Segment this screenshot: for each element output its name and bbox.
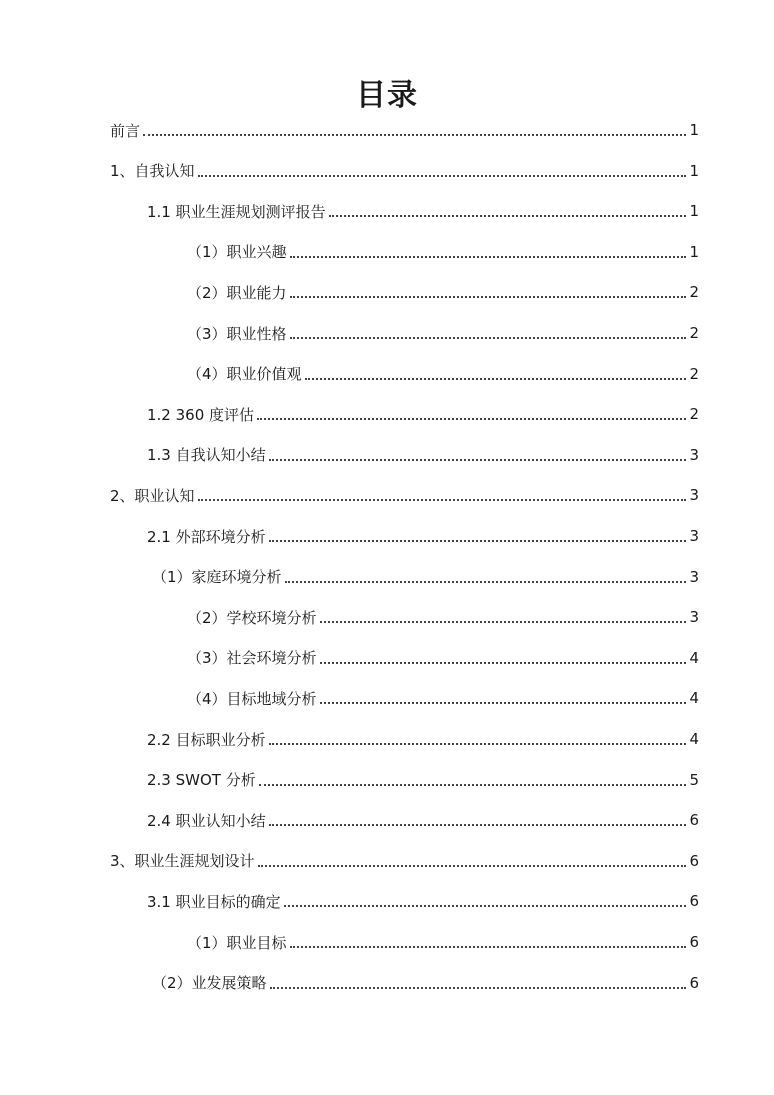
toc-page-number: 3 bbox=[689, 445, 699, 464]
toc-entry[interactable] bbox=[187, 597, 699, 637]
toc-entry[interactable] bbox=[187, 232, 699, 272]
toc-entry-title: （4）目标地域分析 bbox=[187, 689, 317, 708]
toc-entry[interactable] bbox=[110, 475, 699, 515]
toc-entry[interactable] bbox=[187, 313, 699, 353]
toc-entry[interactable] bbox=[147, 191, 699, 231]
toc-page-number: 6 bbox=[689, 851, 699, 870]
toc-entry-title: 前言 bbox=[110, 121, 141, 140]
toc-entry-title: 1.2 360 度评估 bbox=[147, 405, 255, 424]
toc-entry-title: 2.3 SWOT 分析 bbox=[147, 771, 256, 790]
dot-leader bbox=[269, 743, 687, 745]
toc-entry-title: （3）社会环境分析 bbox=[187, 649, 317, 668]
toc-entry-title: 3.1 职业目标的确定 bbox=[147, 892, 281, 911]
dot-leader bbox=[198, 499, 687, 501]
toc-entry-title: 2、职业认知 bbox=[110, 486, 195, 505]
toc-page-number: 4 bbox=[689, 648, 699, 667]
toc-entry[interactable] bbox=[147, 394, 699, 434]
dot-leader bbox=[257, 418, 686, 420]
dot-leader bbox=[290, 256, 687, 258]
toc-entry[interactable] bbox=[187, 272, 699, 312]
dot-leader bbox=[320, 662, 687, 664]
dot-leader bbox=[305, 378, 687, 380]
toc-page-number: 3 bbox=[689, 527, 699, 545]
toc-entry[interactable] bbox=[152, 963, 699, 1003]
dot-leader bbox=[290, 337, 687, 339]
toc-page-number: 2 bbox=[689, 283, 699, 302]
toc-entry[interactable] bbox=[187, 922, 699, 962]
toc-entry[interactable] bbox=[147, 800, 699, 840]
dot-leader bbox=[269, 459, 687, 461]
toc-entry[interactable] bbox=[147, 881, 699, 921]
dot-leader bbox=[143, 134, 686, 136]
toc-entry-title: 2.4 职业认知小结 bbox=[147, 811, 266, 830]
toc-page-number: 2 bbox=[689, 405, 699, 424]
toc-page-number: 2 bbox=[689, 364, 699, 383]
toc-entry-title: 1.3 自我认知小结 bbox=[147, 446, 266, 465]
toc-page-number: 5 bbox=[689, 770, 699, 789]
toc-entry[interactable] bbox=[147, 516, 699, 556]
toc-page-number: 4 bbox=[689, 730, 699, 748]
dot-leader bbox=[198, 175, 687, 177]
toc-entry-title: 1.1 职业生涯规划测评报告 bbox=[147, 202, 326, 221]
toc-page-number: 1 bbox=[689, 121, 699, 139]
page-title: 目录 bbox=[356, 78, 418, 113]
dot-leader bbox=[329, 215, 687, 217]
dot-leader bbox=[269, 824, 687, 826]
toc-entry-title: （3）职业性格 bbox=[187, 324, 287, 343]
dot-leader bbox=[320, 621, 687, 623]
toc-page-number: 4 bbox=[689, 689, 699, 708]
toc-page-number: 3 bbox=[689, 567, 699, 586]
toc-page-number: 3 bbox=[689, 486, 699, 505]
toc-entry-title: （2）职业能力 bbox=[187, 283, 287, 302]
toc-page-number: 1 bbox=[689, 161, 699, 180]
toc-entry-title: 3、职业生涯规划设计 bbox=[110, 852, 255, 871]
dot-leader bbox=[269, 540, 687, 542]
toc-entry[interactable] bbox=[187, 354, 699, 394]
toc-entry[interactable] bbox=[147, 760, 699, 800]
toc-page-number: 3 bbox=[689, 608, 699, 627]
toc-entry[interactable] bbox=[187, 638, 699, 678]
toc-entry[interactable] bbox=[110, 110, 699, 150]
toc-page-number: 1 bbox=[689, 242, 699, 261]
toc-entry[interactable] bbox=[147, 435, 699, 475]
toc-entry-title: 1、自我认知 bbox=[110, 162, 195, 181]
toc-page-number: 6 bbox=[689, 933, 699, 951]
toc-page-number: 6 bbox=[689, 892, 699, 911]
toc-entry-title: 2.1 外部环境分析 bbox=[147, 527, 266, 546]
toc-entry[interactable] bbox=[110, 151, 699, 191]
toc-entry-title: （2）学校环境分析 bbox=[187, 608, 317, 627]
toc-page-number: 2 bbox=[689, 324, 699, 342]
toc-entry-title: （1）家庭环境分析 bbox=[152, 568, 282, 587]
dot-leader bbox=[270, 987, 687, 989]
toc-page-number: 1 bbox=[689, 202, 699, 221]
toc-entry[interactable] bbox=[147, 719, 699, 759]
dot-leader bbox=[258, 865, 687, 867]
toc-entry-title: （1）职业兴趣 bbox=[187, 243, 287, 262]
toc-entry-title: （4）职业价值观 bbox=[187, 365, 302, 384]
dot-leader bbox=[259, 784, 687, 786]
toc-entry-title: （2）业发展策略 bbox=[152, 974, 267, 993]
dot-leader bbox=[320, 702, 687, 704]
dot-leader bbox=[284, 905, 687, 907]
toc-page-number: 6 bbox=[689, 973, 699, 992]
toc-page-number: 6 bbox=[689, 811, 699, 830]
toc-entry-title: （1）职业目标 bbox=[187, 933, 287, 952]
toc-entry[interactable] bbox=[110, 841, 699, 881]
dot-leader bbox=[290, 296, 687, 298]
dot-leader bbox=[290, 946, 687, 948]
toc-entry[interactable] bbox=[152, 557, 699, 597]
toc-entry-title: 2.2 目标职业分析 bbox=[147, 730, 266, 749]
toc-entry[interactable] bbox=[187, 678, 699, 718]
dot-leader bbox=[285, 581, 687, 583]
